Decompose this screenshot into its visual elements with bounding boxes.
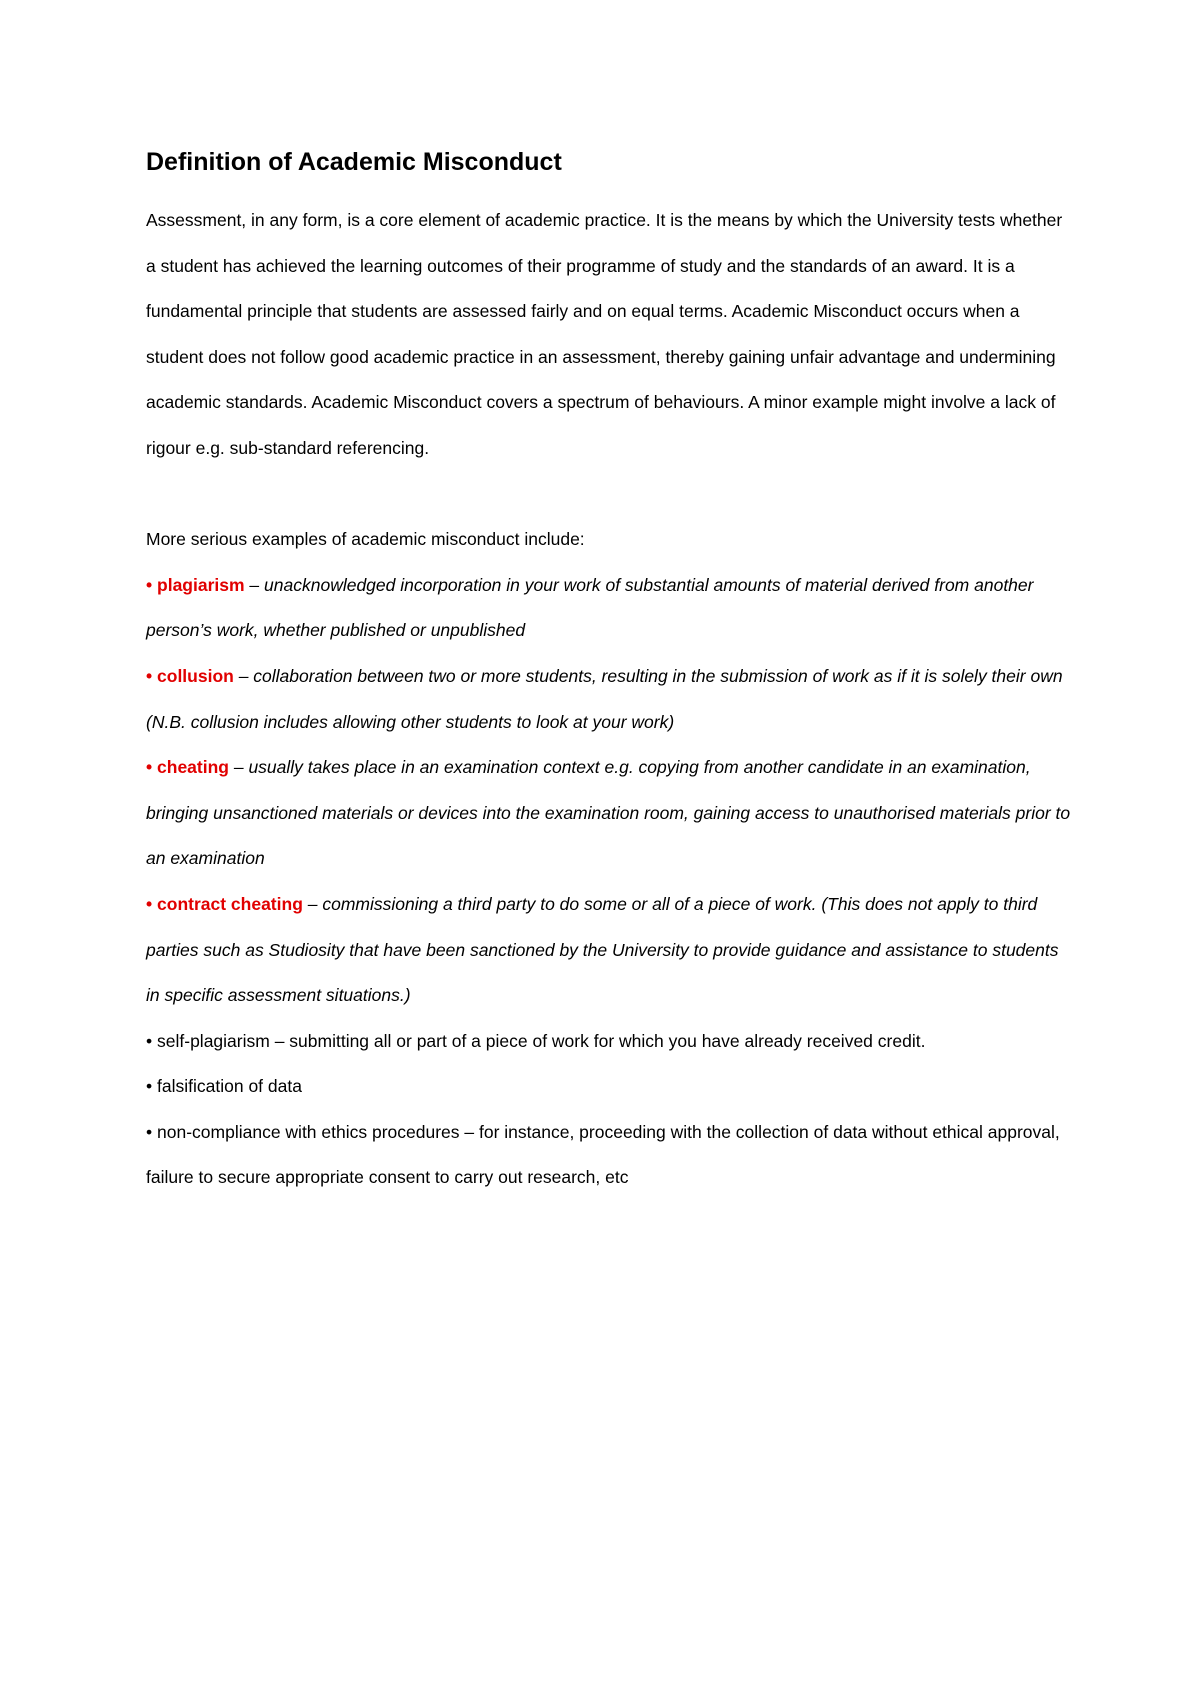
term-description: commissioning a third party to do some or all of a piece of work. (This does not apply to third parties such as Studiosity that have been sanctioned by the University to provide guidance and assistance to students in specific assessment situations.) (146, 893, 1059, 1006)
term-separator: – (244, 574, 265, 595)
bullet-icon: • (146, 1030, 153, 1051)
term-description: unacknowledged incorporation in your work of substantial amounts of material derived from another person’s work, whether published or unpublished (146, 574, 1034, 641)
term-separator: – (233, 665, 254, 686)
term-description: collaboration between two or more students, resulting in the submission of work as if it is solely their own (N.B. collusion includes allowing other students to look at your work) (146, 665, 1063, 732)
item-text: self-plagiarism – submitting all or part of a piece of work for which you have already received credit. (157, 1030, 926, 1051)
misconduct-item-ethics-noncompliance (146, 1110, 1076, 1201)
paragraph-spacer (146, 472, 1076, 518)
document-title: Definition of Academic Misconduct (146, 148, 562, 176)
intro-paragraph: Assessment, in any form, is a core element of academic practice. It is the means by which the University tests whether a student has achieved the learning outcomes of their programme of study and the standards of an award. It is a fundamental principle that students are assessed fairly and on equal terms. Academic Misconduct occurs when a student does not follow good academic practice in an assessment, thereby gaining unfair advantage and undermining academic standards. Academic Misconduct covers a spectrum of behaviours. A minor example might involve a lack of rigour e.g. sub-standard referencing. (146, 210, 1063, 458)
bullet-icon: • (146, 757, 153, 778)
term-separator: – (228, 757, 249, 778)
misconduct-item-plagiarism (146, 563, 1076, 654)
term-label: collusion (157, 665, 234, 686)
term-label: plagiarism (157, 574, 245, 595)
term-label: contract cheating (157, 893, 303, 914)
item-text: non-compliance with ethics procedures – for instance, proceeding with the collection of data without ethical approval, failure to secure appropriate consent to carry out research, etc (146, 1121, 1060, 1188)
document-content (146, 146, 1076, 1201)
term-label: cheating (157, 757, 229, 778)
term-separator: – (302, 893, 323, 914)
bullet-icon: • (146, 893, 153, 914)
bullet-icon: • (146, 1121, 153, 1142)
examples-heading: More serious examples of academic misconduct include: (146, 529, 585, 550)
misconduct-item-cheating (146, 745, 1076, 882)
misconduct-item-collusion (146, 654, 1076, 745)
item-text: falsification of data (157, 1076, 302, 1097)
misconduct-item-falsification (146, 1064, 1076, 1110)
misconduct-item-self-plagiarism (146, 1019, 1076, 1065)
bullet-icon: • (146, 1076, 153, 1097)
term-description: usually takes place in an examination context e.g. copying from another candidate in an examination, bringing unsanctioned materials or devices into the examination room, gaining access to unauthorised materials prior to an examination (146, 757, 1071, 869)
bullet-icon: • (146, 665, 153, 686)
misconduct-item-contract-cheating (146, 882, 1076, 1019)
bullet-icon: • (146, 574, 153, 595)
